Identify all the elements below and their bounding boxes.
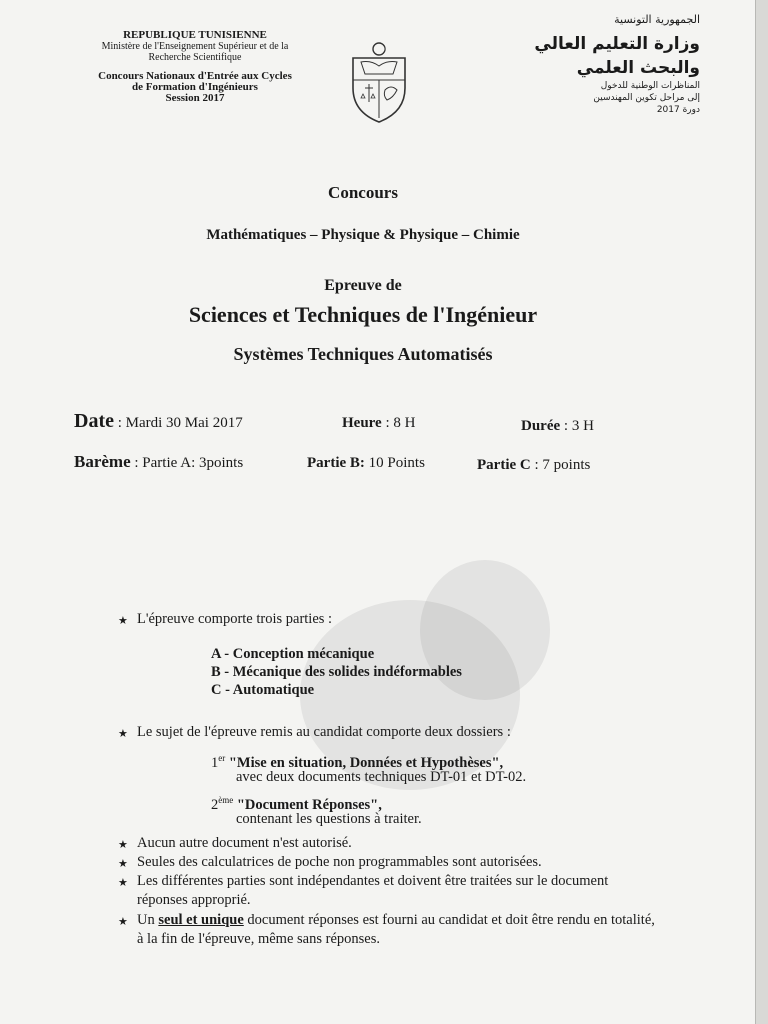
rule-4-post: document réponses est fourni au candidat et doit être rendu en totalité, à la fin de l'épreuve, même sans réponses. xyxy=(137,912,655,947)
part-b: B - Mécanique des solides indéformables xyxy=(211,664,462,680)
duree-label: Durée xyxy=(521,418,561,434)
epreuve-name: Sciences et Techniques de l'Ingénieur xyxy=(188,302,538,327)
country-name-arabic: الجمهورية التونسية xyxy=(614,13,700,26)
partie-a-value: : 3points xyxy=(191,455,244,471)
dossier-1-number: 1 xyxy=(211,754,219,771)
concours-title: Concours xyxy=(328,183,398,202)
dossier-2-desc: contenant les questions à traiter. xyxy=(236,811,422,827)
filiere-title: Mathématiques – Physique & Physique – Chimie xyxy=(206,227,520,243)
bareme-row xyxy=(74,452,243,472)
bareme-label: Barème xyxy=(74,452,131,471)
star-bullet-icon: ★ xyxy=(118,916,128,928)
part-c: C - Automatique xyxy=(211,682,315,698)
rule-2: Seules des calculatrices de poche non programmables sont autorisées. xyxy=(137,854,542,870)
partie-c-row xyxy=(477,457,590,474)
duree-value: : 3 H xyxy=(560,418,594,434)
rule-3: Les différentes parties sont indépendantes et doivent être traitées sur le document réponses approprié. xyxy=(137,873,609,908)
contest-line: de Formation d'Ingénieurs xyxy=(132,81,258,93)
subject-title: Systèmes Techniques Automatisés xyxy=(233,344,493,364)
rule-4-emphasis: seul et unique xyxy=(158,912,244,928)
partie-b-label: Partie B: xyxy=(307,455,365,471)
ministry-line: Recherche Scientifique xyxy=(148,52,242,63)
contest-line-arabic: إلى مراحل تكوين المهندسين xyxy=(593,93,700,103)
contest-line: Concours Nationaux d'Entrée aux Cycles xyxy=(98,70,292,82)
ministry-line: Ministère de l'Enseignement Supérieur et de la xyxy=(101,41,289,52)
date-value: : Mardi 30 Mai 2017 xyxy=(113,415,243,431)
dossier-1-title: "Mise en situation, Données et Hypothèses", xyxy=(225,754,504,771)
partie-b-row xyxy=(307,455,425,472)
star-bullet-icon: ★ xyxy=(118,728,128,740)
partie-a-label: : Partie A xyxy=(130,455,192,471)
heure-row xyxy=(342,415,415,432)
date-label: Date xyxy=(74,410,114,432)
parts-intro: L'épreuve comporte trois parties : xyxy=(137,611,333,627)
star-bullet-icon: ★ xyxy=(118,615,128,627)
rule-1: Aucun autre document n'est autorisé. xyxy=(137,835,352,851)
page-edge xyxy=(756,0,768,1024)
dossier-1-ordinal: er xyxy=(218,753,226,763)
dossier-2-title: "Document Réponses", xyxy=(233,796,382,813)
ministry-arabic: والبحث العلمي xyxy=(576,58,700,78)
duree-row xyxy=(521,418,594,435)
rule-4-pre: Un xyxy=(137,912,159,928)
session-arabic: دورة 2017 xyxy=(656,105,700,115)
ministry-arabic: وزارة التعليم العالي xyxy=(534,34,700,54)
country-name: REPUBLIQUE TUNISIENNE xyxy=(123,29,267,41)
partie-c-value: : 7 points xyxy=(530,457,591,473)
date-row xyxy=(74,410,243,433)
tunisia-coat-of-arms-icon xyxy=(347,40,411,126)
epreuve-label: Epreuve de xyxy=(324,277,402,294)
partie-b-value: 10 Points xyxy=(364,455,425,471)
session-label: Session 2017 xyxy=(165,92,225,104)
part-a: A - Conception mécanique xyxy=(211,646,375,662)
dossier-2-ordinal: ème xyxy=(218,795,234,805)
heure-value: : 8 H xyxy=(381,415,416,431)
header-right xyxy=(500,14,700,116)
star-bullet-icon: ★ xyxy=(118,839,128,851)
part-list xyxy=(211,645,462,699)
dossier-1-desc: avec deux documents techniques DT-01 et DT-02. xyxy=(236,769,527,785)
rule-4 xyxy=(137,911,657,949)
dossiers-intro: Le sujet de l'épreuve remis au candidat comporte deux dossiers : xyxy=(137,724,511,740)
heure-label: Heure xyxy=(342,415,382,431)
star-bullet-icon: ★ xyxy=(118,858,128,870)
dossier-2-number: 2 xyxy=(211,796,219,813)
contest-line-arabic: المناظرات الوطنية للدخول xyxy=(600,81,700,91)
partie-c-label: Partie C xyxy=(477,457,531,473)
star-bullet-icon: ★ xyxy=(118,877,128,889)
header-left xyxy=(70,30,320,104)
